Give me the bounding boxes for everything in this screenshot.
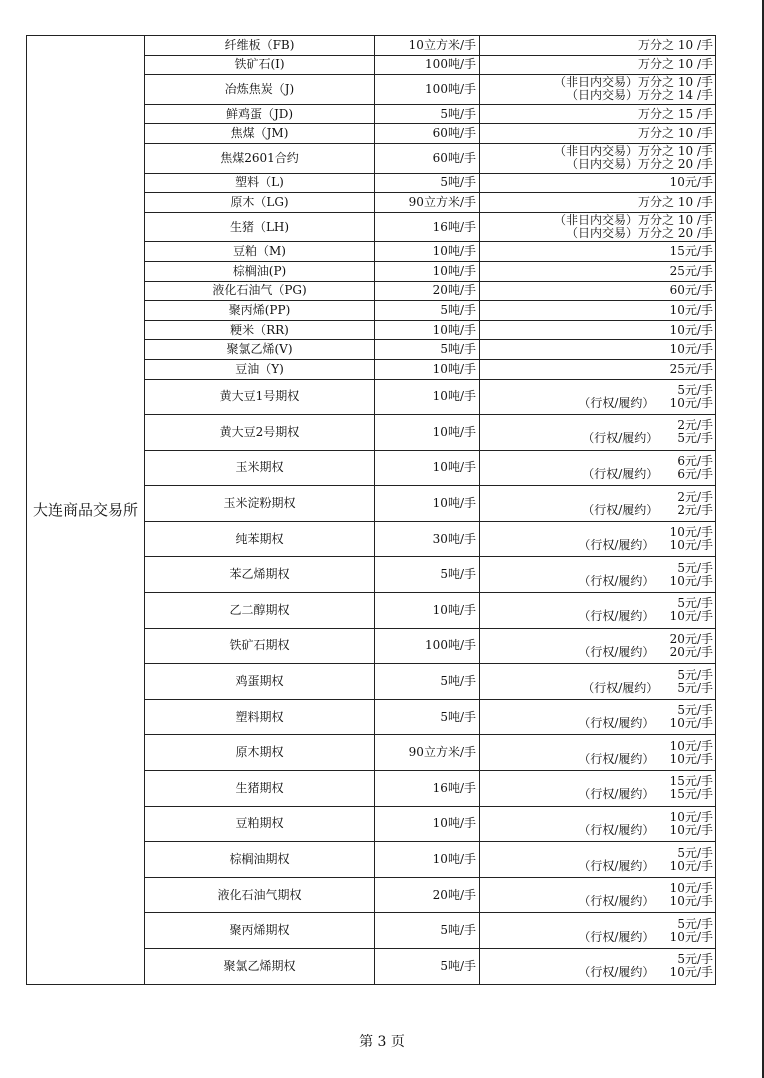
trading-unit-cell: 10吨/手	[375, 842, 480, 878]
product-name-cell: 粳米（RR)	[145, 320, 375, 340]
product-name-cell: 豆油（Y)	[145, 359, 375, 379]
fee-cell	[480, 664, 716, 700]
fee-cell	[480, 173, 716, 193]
fee-line: 10元/手	[669, 809, 713, 824]
fee-line-secondary: （行权/履约） 10元/手	[578, 965, 713, 980]
fee-cell	[480, 521, 716, 557]
trading-unit-cell: 30吨/手	[375, 521, 480, 557]
trading-unit-cell: 100吨/手	[375, 75, 480, 105]
fee-line-secondary: （行权/履约） 10元/手	[578, 894, 713, 909]
trading-unit-cell: 10吨/手	[375, 415, 480, 451]
fee-line: 10元/手	[669, 525, 713, 540]
fee-line-secondary: （日内交易）万分之 20 /手	[566, 226, 713, 241]
fee-line: 10元/手	[669, 881, 713, 896]
fee-line: 6元/手	[677, 453, 713, 468]
fee-cell	[480, 261, 716, 281]
fee-line: 5元/手	[677, 703, 713, 718]
fee-line-secondary: （行权/履约） 10元/手	[578, 716, 713, 731]
product-name-cell: 生猪（LH)	[145, 212, 375, 242]
fee-table	[26, 35, 716, 985]
fee-line: 2元/手	[677, 418, 713, 433]
fee-line-secondary: （行权/履约） 5元/手	[582, 431, 713, 446]
trading-unit-cell: 100吨/手	[375, 55, 480, 75]
fee-line: 25元/手	[669, 263, 713, 278]
fee-line: 5元/手	[677, 382, 713, 397]
product-name-cell: 纤维板（FB)	[145, 36, 375, 56]
trading-unit-cell: 100吨/手	[375, 628, 480, 664]
fee-line: 15元/手	[669, 774, 713, 789]
fee-table-body	[27, 36, 716, 985]
fee-cell	[480, 75, 716, 105]
fee-line: 万分之 10 /手	[638, 194, 713, 209]
fee-cell	[480, 242, 716, 262]
trading-unit-cell: 90立方米/手	[375, 735, 480, 771]
fee-line: （非日内交易）万分之 10 /手	[554, 144, 713, 159]
product-name-cell: 塑料（L)	[145, 173, 375, 193]
fee-cell	[480, 557, 716, 593]
fee-line: 15元/手	[669, 244, 713, 259]
fee-cell	[480, 104, 716, 124]
trading-unit-cell: 5吨/手	[375, 664, 480, 700]
fee-line: 5元/手	[677, 596, 713, 611]
product-name-cell: 鸡蛋期权	[145, 664, 375, 700]
product-name-cell: 聚氯乙烯(V)	[145, 340, 375, 360]
trading-unit-cell: 5吨/手	[375, 949, 480, 985]
fee-line: 60元/手	[669, 283, 713, 298]
product-name-cell: 棕榈油期权	[145, 842, 375, 878]
fee-cell	[480, 806, 716, 842]
trading-unit-cell: 10立方米/手	[375, 36, 480, 56]
fee-line-secondary: （行权/履约） 10元/手	[578, 822, 713, 837]
fee-cell	[480, 450, 716, 486]
fee-line-secondary: （日内交易）万分之 20 /手	[566, 157, 713, 172]
trading-unit-cell: 10吨/手	[375, 450, 480, 486]
fee-line: 5元/手	[677, 667, 713, 682]
fee-line: 2元/手	[677, 489, 713, 504]
fee-cell	[480, 415, 716, 451]
trading-unit-cell: 5吨/手	[375, 104, 480, 124]
fee-cell	[480, 301, 716, 321]
fee-cell	[480, 55, 716, 75]
trading-unit-cell: 90立方米/手	[375, 193, 480, 213]
fee-line-secondary: （行权/履约） 10元/手	[578, 609, 713, 624]
fee-cell	[480, 949, 716, 985]
fee-line-secondary: （行权/履约） 10元/手	[578, 751, 713, 766]
trading-unit-cell: 10吨/手	[375, 486, 480, 522]
trading-unit-cell: 10吨/手	[375, 359, 480, 379]
page-footer: 第 3 页	[359, 1034, 405, 1050]
fee-line: 10元/手	[669, 342, 713, 357]
product-name-cell: 聚丙烯(PP)	[145, 301, 375, 321]
fee-line: 5元/手	[677, 916, 713, 931]
fee-cell	[480, 486, 716, 522]
fee-cell	[480, 628, 716, 664]
product-name-cell: 纯苯期权	[145, 521, 375, 557]
fee-cell	[480, 593, 716, 629]
trading-unit-cell: 20吨/手	[375, 877, 480, 913]
fee-line-secondary: （行权/履约） 10元/手	[578, 538, 713, 553]
fee-cell	[480, 36, 716, 56]
fee-cell	[480, 379, 716, 415]
product-name-cell: 铁矿石期权	[145, 628, 375, 664]
trading-unit-cell: 60吨/手	[375, 124, 480, 144]
fee-line: 5元/手	[677, 560, 713, 575]
trading-unit-cell: 5吨/手	[375, 913, 480, 949]
product-name-cell: 塑料期权	[145, 699, 375, 735]
trading-unit-cell: 5吨/手	[375, 557, 480, 593]
fee-line-secondary: （行权/履约） 10元/手	[578, 395, 713, 410]
trading-unit-cell: 10吨/手	[375, 320, 480, 340]
product-name-cell: 玉米淀粉期权	[145, 486, 375, 522]
product-name-cell: 豆粕期权	[145, 806, 375, 842]
trading-unit-cell: 10吨/手	[375, 242, 480, 262]
fee-cell	[480, 124, 716, 144]
fee-cell	[480, 320, 716, 340]
fee-cell	[480, 193, 716, 213]
fee-cell	[480, 281, 716, 301]
fee-line: 万分之 10 /手	[638, 57, 713, 72]
fee-line-secondary: （行权/履约） 2元/手	[582, 502, 713, 517]
trading-unit-cell: 16吨/手	[375, 771, 480, 807]
fee-cell	[480, 143, 716, 173]
fee-line: 20元/手	[669, 631, 713, 646]
fee-cell	[480, 340, 716, 360]
fee-line: 万分之 10 /手	[638, 37, 713, 52]
table-row	[27, 36, 716, 56]
fee-line-secondary: （日内交易）万分之 14 /手	[566, 88, 713, 103]
trading-unit-cell: 20吨/手	[375, 281, 480, 301]
fee-line: 10元/手	[669, 322, 713, 337]
product-name-cell: 焦煤2601合约	[145, 143, 375, 173]
product-name-cell: 鲜鸡蛋（JD)	[145, 104, 375, 124]
product-name-cell: 豆粕（M)	[145, 242, 375, 262]
fee-cell	[480, 359, 716, 379]
trading-unit-cell: 5吨/手	[375, 340, 480, 360]
fee-line-secondary: （行权/履约） 15元/手	[578, 787, 713, 802]
fee-cell	[480, 842, 716, 878]
product-name-cell: 焦煤（JM)	[145, 124, 375, 144]
trading-unit-cell: 10吨/手	[375, 806, 480, 842]
fee-line-secondary: （行权/履约） 10元/手	[578, 573, 713, 588]
fee-line-secondary: （行权/履约） 6元/手	[582, 466, 713, 481]
trading-unit-cell: 10吨/手	[375, 261, 480, 281]
trading-unit-cell: 5吨/手	[375, 301, 480, 321]
product-name-cell: 苯乙烯期权	[145, 557, 375, 593]
fee-line-secondary: （行权/履约） 10元/手	[578, 929, 713, 944]
fee-line: 5元/手	[677, 952, 713, 967]
fee-line: 10元/手	[669, 302, 713, 317]
product-name-cell: 黄大豆1号期权	[145, 379, 375, 415]
fee-cell	[480, 735, 716, 771]
fee-line: 25元/手	[669, 361, 713, 376]
fee-line: （非日内交易）万分之 10 /手	[554, 75, 713, 90]
fee-line: 5元/手	[677, 845, 713, 860]
fee-line-secondary: （行权/履约） 5元/手	[582, 680, 713, 695]
exchange-name-cell: 大连商品交易所	[27, 36, 145, 985]
trading-unit-cell: 10吨/手	[375, 593, 480, 629]
product-name-cell: 生猪期权	[145, 771, 375, 807]
product-name-cell: 棕榈油(P)	[145, 261, 375, 281]
product-name-cell: 聚氯乙烯期权	[145, 949, 375, 985]
fee-line: 10元/手	[669, 738, 713, 753]
fee-cell	[480, 699, 716, 735]
product-name-cell: 玉米期权	[145, 450, 375, 486]
product-name-cell: 冶炼焦炭（J)	[145, 75, 375, 105]
trading-unit-cell: 5吨/手	[375, 173, 480, 193]
fee-line: 10元/手	[669, 175, 713, 190]
fee-line: （非日内交易）万分之 10 /手	[554, 213, 713, 228]
fee-cell	[480, 771, 716, 807]
product-name-cell: 黄大豆2号期权	[145, 415, 375, 451]
product-name-cell: 乙二醇期权	[145, 593, 375, 629]
product-name-cell: 液化石油气（PG)	[145, 281, 375, 301]
fee-line-secondary: （行权/履约） 20元/手	[578, 644, 713, 659]
product-name-cell: 原木期权	[145, 735, 375, 771]
fee-line-secondary: （行权/履约） 10元/手	[578, 858, 713, 873]
trading-unit-cell: 16吨/手	[375, 212, 480, 242]
trading-unit-cell: 60吨/手	[375, 143, 480, 173]
product-name-cell: 铁矿石(I)	[145, 55, 375, 75]
fee-cell	[480, 877, 716, 913]
trading-unit-cell: 10吨/手	[375, 379, 480, 415]
product-name-cell: 液化石油气期权	[145, 877, 375, 913]
fee-line: 万分之 10 /手	[638, 126, 713, 141]
fee-cell	[480, 913, 716, 949]
fee-line: 万分之 15 /手	[638, 106, 713, 121]
fee-cell	[480, 212, 716, 242]
product-name-cell: 聚丙烯期权	[145, 913, 375, 949]
trading-unit-cell: 5吨/手	[375, 699, 480, 735]
product-name-cell: 原木（LG)	[145, 193, 375, 213]
